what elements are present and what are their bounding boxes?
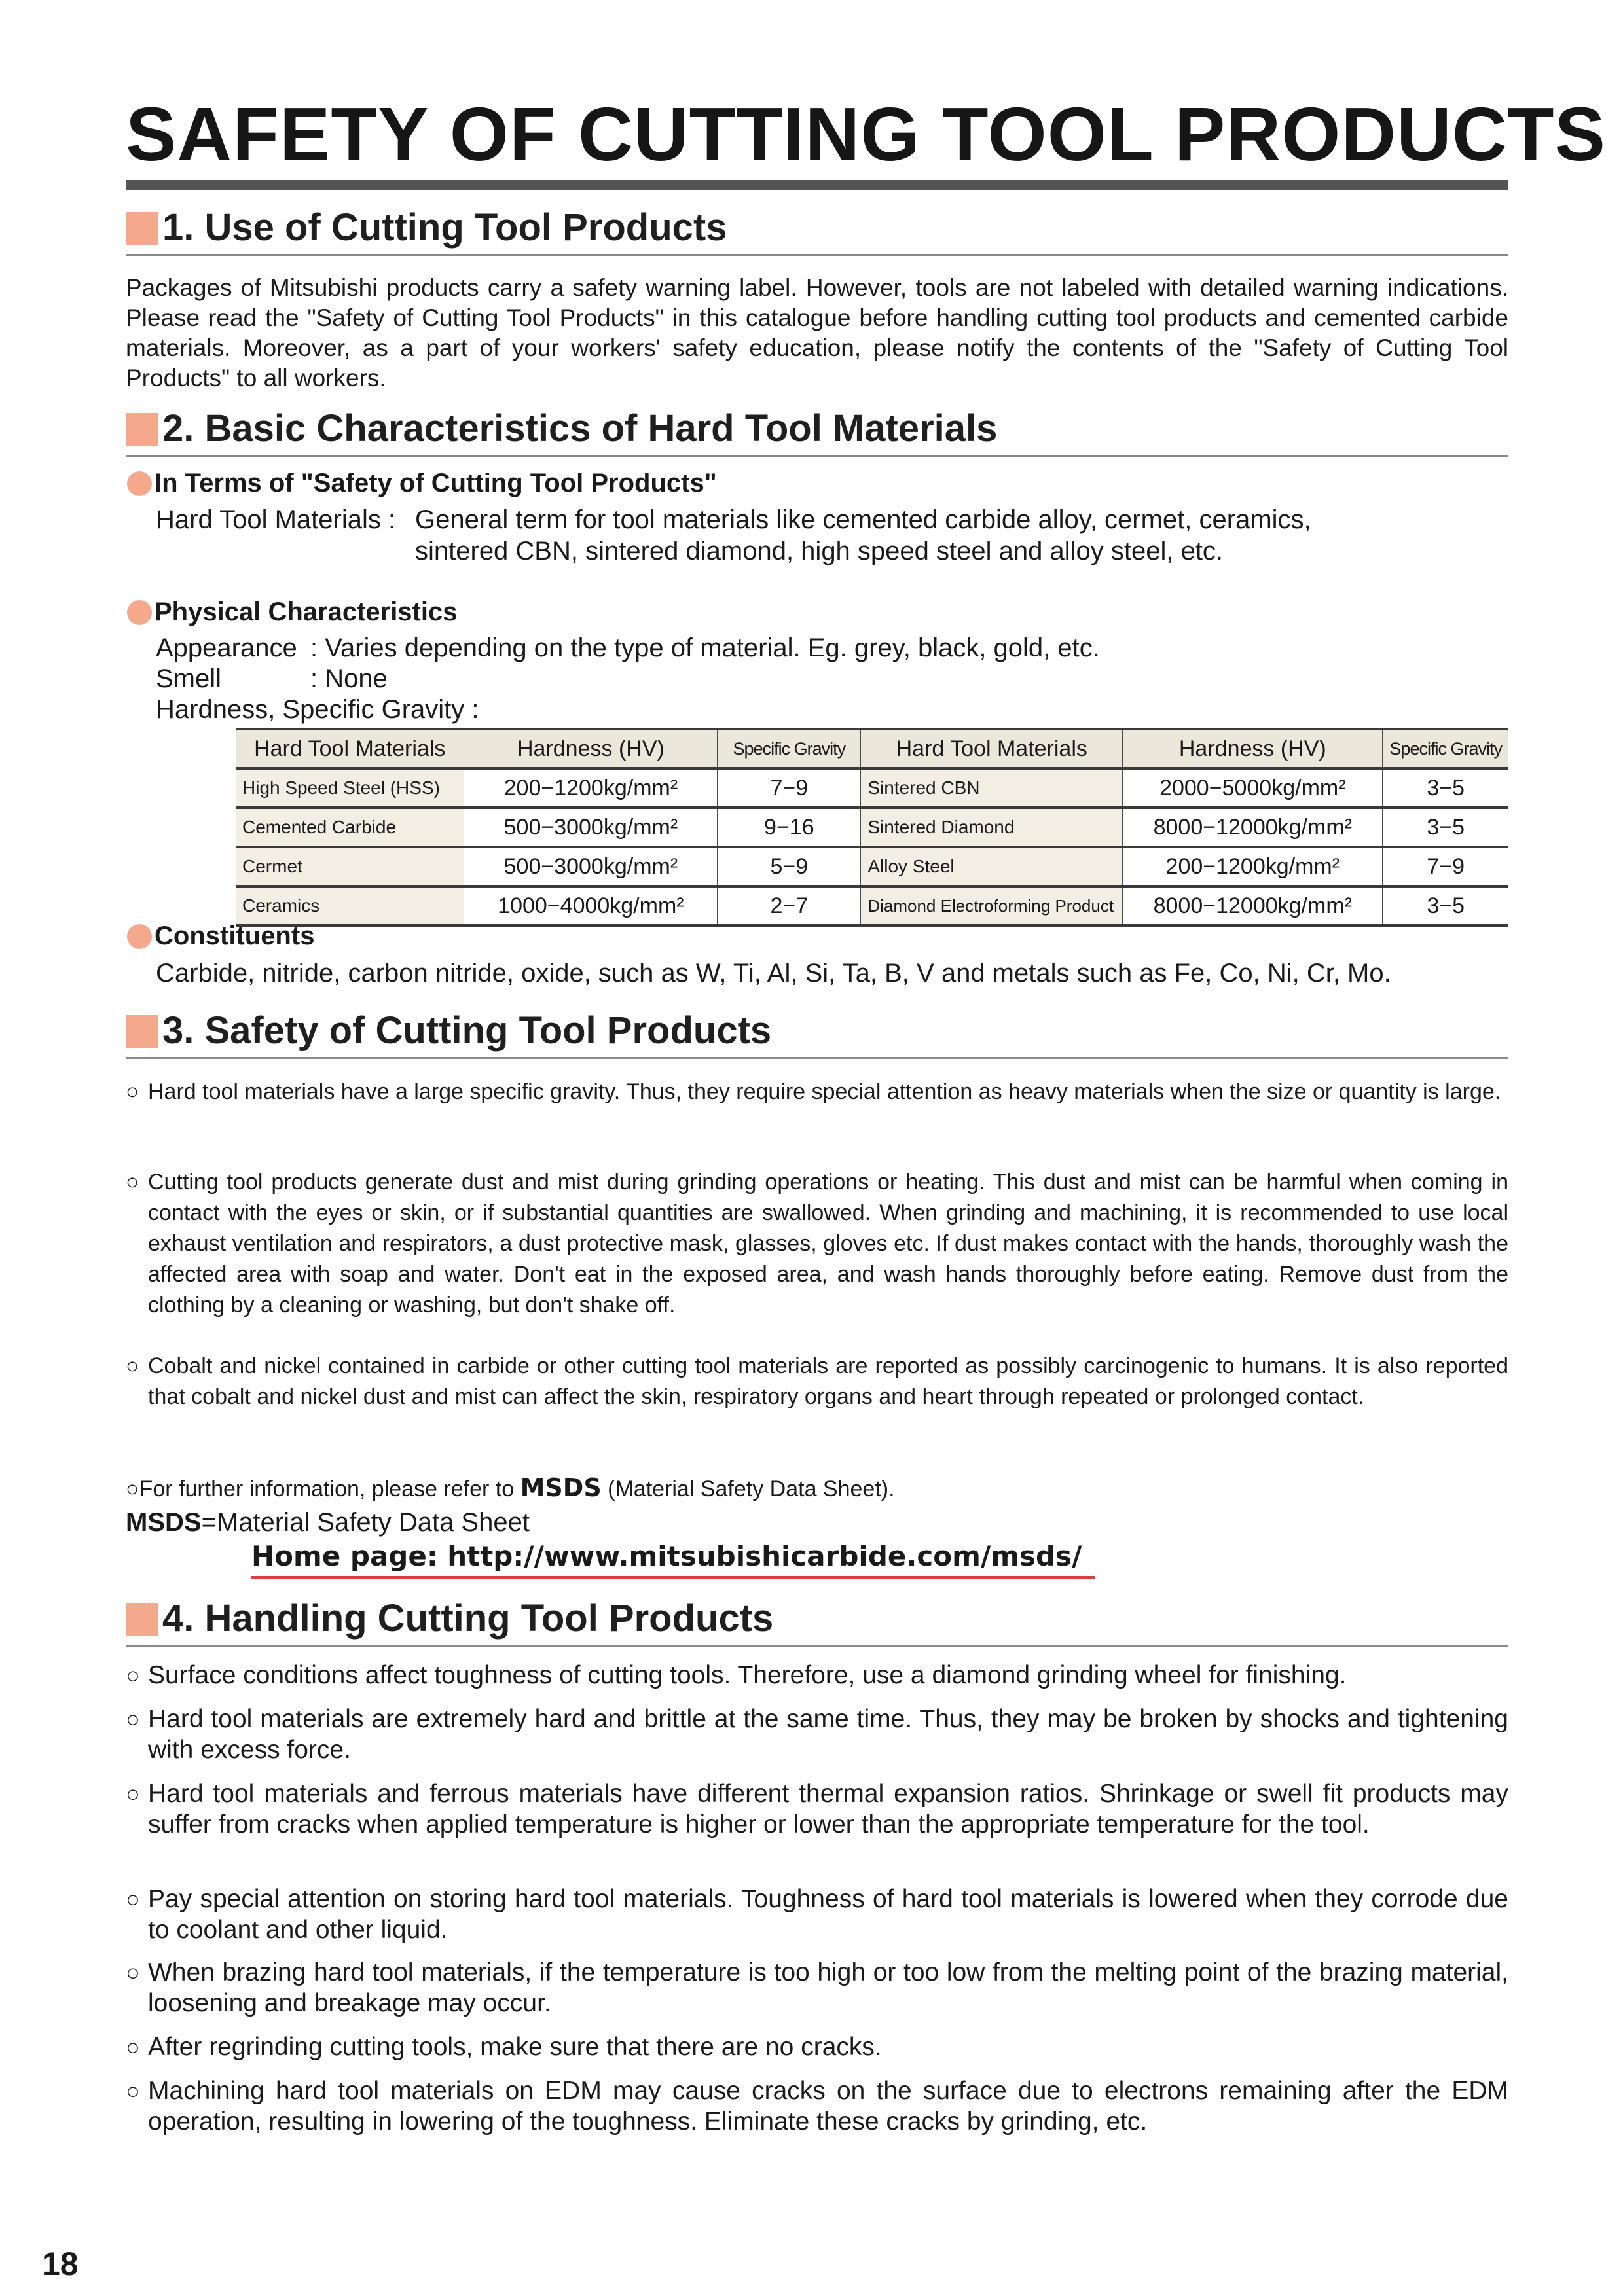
table-cell: Ceramics	[236, 886, 464, 925]
section-2-title: 2. Basic Characteristics of Hard Tool Materials	[162, 407, 998, 450]
table-cell: High Speed Steel (HSS)	[236, 768, 464, 808]
list-item-text: Hard tool materials are extremely hard and brittle at the same time. Thus, they may be broken by shocks and tightening with excess force.	[148, 1705, 1508, 1764]
list-item	[126, 1704, 1508, 1765]
list-item-text: Hard tool materials have a large specific gravity. Thus, they require special attention as heavy materials when the size or quantity is large.	[148, 1079, 1501, 1104]
table-cell: 3−5	[1383, 768, 1508, 808]
table-cell: 5−9	[718, 847, 861, 886]
terms-label: Hard Tool Materials :	[156, 505, 396, 534]
table-header-cell: Hard Tool Materials	[236, 729, 464, 768]
circle-outline-icon: ○	[126, 2077, 140, 2104]
circle-outline-icon: ○	[126, 1780, 140, 1807]
section-4-header	[126, 1594, 1508, 1647]
hardness-label: Hardness, Specific Gravity :	[156, 695, 479, 724]
table-cell: 1000−4000kg/mm²	[464, 886, 718, 925]
table-row	[236, 808, 1508, 847]
table-cell: 500−3000kg/mm²	[464, 808, 718, 847]
terms-line-2: sintered CBN, sintered diamond, high speed steel and alloy steel, etc.	[415, 537, 1224, 565]
section-3-header	[126, 1006, 1508, 1059]
table-cell: Cermet	[236, 847, 464, 886]
list-item	[126, 1660, 1508, 1691]
circle-outline-icon: ○	[126, 2034, 140, 2060]
circle-outline-icon: ○	[126, 1959, 140, 1986]
circle-outline-icon: ○	[126, 1662, 140, 1689]
terms-line-1: General term for tool materials like cemented carbide alloy, cermet, ceramics,	[415, 505, 1311, 534]
table-header-row	[236, 729, 1508, 768]
section-marker-icon	[126, 1603, 158, 1636]
page-number: 18	[42, 2246, 79, 2282]
table-cell: 8000−12000kg/mm²	[1123, 808, 1383, 847]
page	[126, 0, 1606, 2296]
table-cell: 9−16	[718, 808, 861, 847]
section-3-title: 3. Safety of Cutting Tool Products	[162, 1009, 772, 1052]
table-cell: 7−9	[718, 768, 861, 808]
msds-homepage-link[interactable]: Home page: http://www.mitsubishicarbide.com/msds/	[251, 1539, 1095, 1579]
msds-def-bold: MSDS	[126, 1508, 202, 1537]
table-row	[236, 768, 1508, 808]
table-header-cell: Hard Tool Materials	[861, 729, 1123, 768]
circle-outline-icon: ○	[126, 1170, 139, 1194]
circle-outline-icon: ○	[126, 1706, 140, 1732]
circle-bullet-icon	[127, 600, 152, 625]
list-item	[126, 1077, 1508, 1107]
smell-label: Smell	[156, 664, 222, 693]
table-cell: 200−1200kg/mm²	[464, 768, 718, 808]
table-cell: Cemented Carbide	[236, 808, 464, 847]
list-item-text: Pay special attention on storing hard tool materials. Toughness of hard tool materials is lowered when they corrode due to coolant and other liquid.	[148, 1885, 1508, 1944]
section-marker-icon	[126, 212, 158, 245]
list-item-text: After regrinding cutting tools, make sure that there are no cracks.	[148, 2033, 882, 2061]
list-item	[126, 1884, 1508, 1945]
table-cell: Sintered Diamond	[861, 808, 1123, 847]
table-cell: 3−5	[1383, 808, 1508, 847]
table-cell: Diamond Electroforming Product	[861, 886, 1123, 925]
section-2-header	[126, 404, 1508, 457]
appearance-value: : Varies depending on the type of material. Eg. grey, black, gold, etc.	[310, 634, 1100, 662]
constituents-heading: Constituents	[155, 922, 315, 950]
constituents-text: Carbide, nitride, carbon nitride, oxide, such as W, Ti, Al, Si, Ta, B, V and metals such as Fe, Co, Ni, Cr, Mo.	[156, 959, 1391, 988]
table-cell: 500−3000kg/mm²	[464, 847, 718, 886]
page-title: SAFETY OF CUTTING TOOL PRODUCTS	[126, 92, 1606, 177]
msds-suffix: (Material Safety Data Sheet).	[608, 1477, 895, 1501]
table-header-cell: Specific Gravity	[1383, 729, 1508, 768]
table-cell: Alloy Steel	[861, 847, 1123, 886]
circle-outline-icon: ○	[126, 1354, 139, 1378]
table-cell: 2000−5000kg/mm²	[1123, 768, 1383, 808]
msds-bold: MSDS	[520, 1473, 602, 1502]
hardness-table	[236, 728, 1508, 927]
terms-heading: In Terms of "Safety of Cutting Tool Products"	[155, 469, 717, 497]
list-item	[126, 2032, 1508, 2062]
list-item-text: Cobalt and nickel contained in carbide or other cutting tool materials are reported as possibly carcinogenic to humans. It is also reported that cobalt and nickel dust and mist can affect the skin, respiratory organs and heart through repeated or prolonged contact.	[148, 1354, 1508, 1409]
list-item	[126, 1351, 1508, 1412]
table-header-cell: Hardness (HV)	[464, 729, 718, 768]
table-header-cell: Specific Gravity	[718, 729, 861, 768]
table-cell: 8000−12000kg/mm²	[1123, 886, 1383, 925]
table-cell: 200−1200kg/mm²	[1123, 847, 1383, 886]
list-item-text: Surface conditions affect toughness of cutting tools. Therefore, use a diamond grinding wheel for finishing.	[148, 1661, 1347, 1689]
table-cell: 7−9	[1383, 847, 1508, 886]
msds-def-text: =Material Safety Data Sheet	[201, 1508, 530, 1537]
list-item-text: Cutting tool products generate dust and mist during grinding operations or heating. This dust and mist can be harmful when coming in contact with the eyes or skin, or if substantial quantities are swallowed. When grinding and machining, it is recommended to use local exhaust ventilation and respirators, a dust protective mask, glasses, gloves etc. If dust makes contact with the hands, thoroughly wash the affected area with soap and water. Don't eat in the exposed area, and wash hands thoroughly before eating. Remove dust from the clothing by a cleaning or washing, but don't shake off.	[148, 1170, 1508, 1318]
table-cell: 3−5	[1383, 886, 1508, 925]
physical-heading: Physical Characteristics	[155, 598, 458, 626]
smell-value: : None	[310, 664, 388, 693]
list-item	[126, 1167, 1508, 1321]
section-marker-icon	[126, 413, 158, 446]
section-marker-icon	[126, 1015, 158, 1048]
circle-outline-icon: ○	[126, 1477, 139, 1501]
circle-outline-icon: ○	[126, 1886, 140, 1912]
msds-definition	[126, 1507, 530, 1538]
table-row	[236, 886, 1508, 925]
section-1-header	[126, 203, 1508, 256]
circle-outline-icon: ○	[126, 1079, 139, 1104]
table-cell: Sintered CBN	[861, 768, 1123, 808]
list-item	[126, 1957, 1508, 2018]
circle-bullet-icon	[127, 471, 152, 496]
table-header-cell: Hardness (HV)	[1123, 729, 1383, 768]
list-item	[126, 2075, 1508, 2137]
appearance-label: Appearance	[156, 634, 297, 662]
title-rule	[126, 180, 1508, 190]
section-1-title: 1. Use of Cutting Tool Products	[162, 206, 727, 249]
table-cell: 2−7	[718, 886, 861, 925]
circle-bullet-icon	[127, 924, 152, 949]
msds-reference	[126, 1473, 895, 1505]
table-row	[236, 847, 1508, 886]
list-item	[126, 1778, 1508, 1840]
list-item-text: Machining hard tool materials on EDM may cause cracks on the surface due to electrons remaining after the EDM operation, resulting in lowering of the toughness. Eliminate these cracks by grinding, etc.	[148, 2077, 1508, 2136]
list-item-text: When brazing hard tool materials, if the temperature is too high or too low from the melting point of the brazing material, loosening and breakage may occur.	[148, 1958, 1508, 2017]
section-4-title: 4. Handling Cutting Tool Products	[162, 1597, 774, 1640]
msds-prefix: For further information, please refer to	[139, 1477, 515, 1501]
section-1-text: Packages of Mitsubishi products carry a safety warning label. However, tools are not labeled with detailed warning indications. Please read the "Safety of Cutting Tool Products" in this catalogue before handling cutting tool products and cemented carbide materials. Moreover, as a part of your workers' safety education, please notify the contents of the "Safety of Cutting Tool Products" to all workers.	[126, 274, 1508, 391]
list-item-text: Hard tool materials and ferrous materials have different thermal expansion ratios. Shrinkage or swell fit products may suffer from cracks when applied temperature is higher or lower than the appropriate temperature for the tool.	[148, 1780, 1508, 1839]
